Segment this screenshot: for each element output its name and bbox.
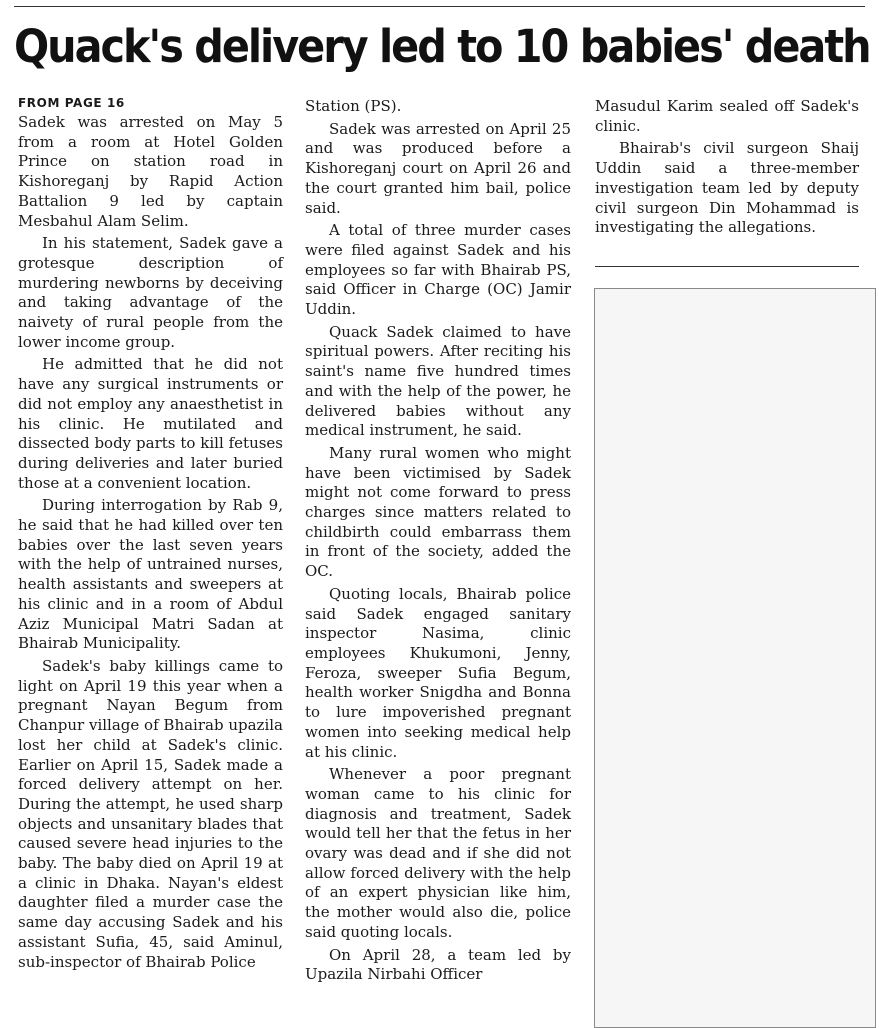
paragraph: Sadek was arrested on April 25 and was produced before a Kishoreganj court on April 26 and the court granted him bail, police said. bbox=[305, 119, 571, 217]
paragraph: During interrogation by Rab 9, he said that he had killed over ten babies over the last seven years with the help of untrained nurses, health assistants and sweepers at his clinic and in a room of Abdul Aziz Municipal Matri Sadan at Bhairab Municipality. bbox=[18, 496, 283, 653]
article-column-2 bbox=[305, 97, 571, 988]
kicker: FROM PAGE 16 bbox=[18, 96, 125, 110]
advertisement-placeholder bbox=[594, 288, 876, 1028]
paragraph: Station (PS). bbox=[305, 97, 402, 115]
paragraph: Many rural women who might have been victimised by Sadek might not come forward to press charges since matters related to childbirth could embarrass them in front of the society, added the OC. bbox=[305, 443, 571, 581]
column-end-rule bbox=[595, 266, 859, 267]
top-rule bbox=[14, 6, 865, 7]
paragraph: Sadek's baby killings came to light on April 19 this year when a pregnant Nayan Begum from Chanpur village of Bhairab upazila lost her child at Sadek's clinic. Earlier on April 15, Sadek made a forced delivery attempt on her. During the attempt, he used sharp objects and unsanitary blades that caused severe head injuries to the baby. The baby died on April 19 at a clinic in Dhaka. Nayan's eldest daughter filed a murder case the same day accusing Sadek and his assistant Sufia, 45, said Aminul, sub-inspector of Bhairab Police bbox=[18, 656, 283, 971]
paragraph: Masudul Karim sealed off Sadek's clinic. bbox=[595, 97, 859, 135]
paragraph: In his statement, Sadek gave a grotesque description of murdering newborns by deceiving and taking advantage of the naivety of rural people from the lower income group. bbox=[18, 234, 283, 351]
article-column-3 bbox=[595, 97, 859, 241]
paragraph: Whenever a poor pregnant woman came to his clinic for diagnosis and treatment, Sadek would tell her that the fetus in her ovary was dead and if she did not allow forced delivery with the help of an expert physician like him, the mother would also die, police said quoting locals. bbox=[305, 765, 571, 941]
paragraph: Quack Sadek claimed to have spiritual powers. After reciting his saint's name five hundred times and with the help of the power, he delivered babies without any medical instrument, he said. bbox=[305, 322, 571, 440]
paragraph: He admitted that he did not have any surgical instruments or did not employ any anaesthetist in his clinic. He mutilated and dissected body parts to kill fetuses during deliveries and later buried those at a convenient location. bbox=[18, 355, 283, 492]
paragraph: A total of three murder cases were filed against Sadek and his employees so far with Bhairab PS, said Officer in Charge (OC) Jamir Uddin. bbox=[305, 221, 571, 319]
headline: Quack's delivery led to 10 babies' death bbox=[14, 20, 870, 73]
article-column-1 bbox=[18, 93, 283, 975]
paragraph: On April 28, a team led by Upazila Nirbahi Officer bbox=[305, 945, 571, 984]
paragraph: Bhairab's civil surgeon Shaij Uddin said a three-member investigation team led by deputy civil surgeon Din Mohammad is investigating the allegations. bbox=[595, 139, 859, 237]
paragraph: Sadek was arrested on May 5 from a room at Hotel Golden Prince on station road in Kishoreganj by Rapid Action Battalion 9 led by captain Mesbahul Alam Selim. bbox=[18, 113, 283, 230]
paragraph: Quoting locals, Bhairab police said Sadek engaged sanitary inspector Nasima, clinic employees Khukumoni, Jenny, Feroza, sweeper Sufia Begum, health worker Snigdha and Bonna to lure impoverished pregnant women into seeking medical help at his clinic. bbox=[305, 584, 571, 761]
